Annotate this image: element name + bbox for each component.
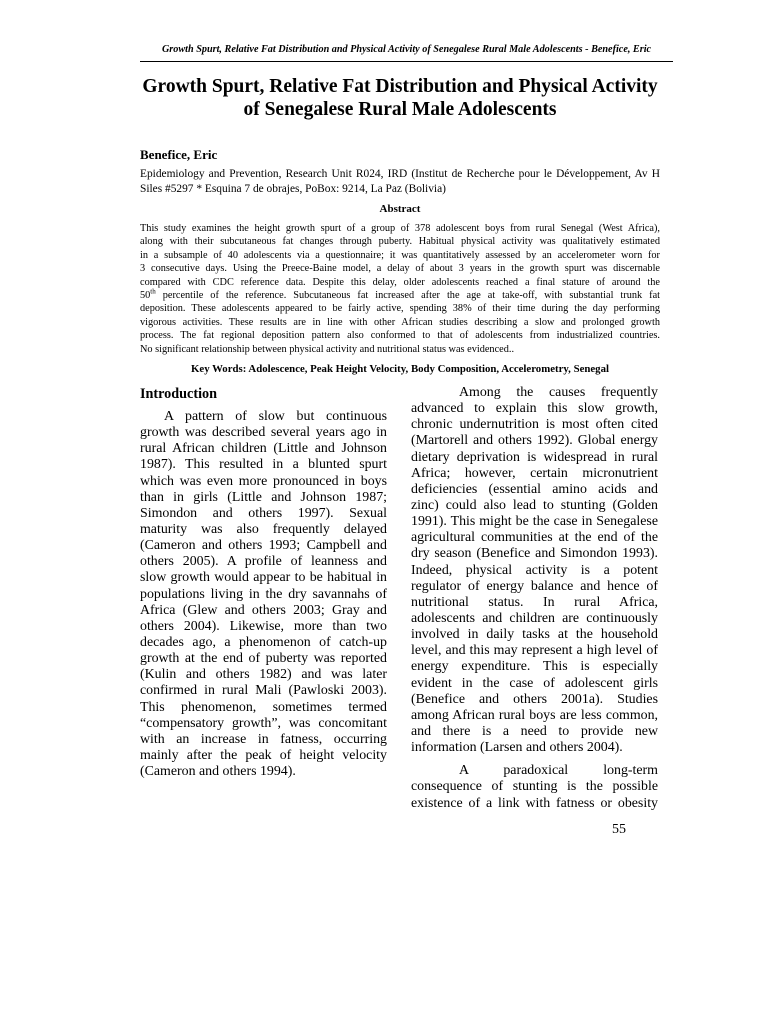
abstract-line bbox=[140, 289, 660, 302]
body-line: A paradoxical long-term bbox=[459, 763, 658, 779]
header-rule bbox=[140, 61, 673, 62]
body-line: dietary deprivation is widespread in rural bbox=[411, 449, 658, 465]
body-line: Simondon and others 1997). Sexual bbox=[140, 505, 387, 521]
keywords: Key Words: Adolescence, Peak Height Velocity, Body Composition, Accelerometry, Senegal bbox=[191, 363, 609, 375]
body-line: (Kulin and others 1982) and was later bbox=[140, 667, 387, 683]
body-line: regulator of energy balance and hence of bbox=[411, 578, 658, 594]
body-line: which was even more pronounced in boys bbox=[140, 473, 387, 489]
body-line: deficiencies (essential amino acids and bbox=[411, 481, 658, 497]
body-line: Among the causes frequently bbox=[459, 385, 658, 400]
body-line: growth at the end of puberty was reported bbox=[140, 651, 387, 667]
body-line: 1987). This resulted in a blunted spurt bbox=[140, 457, 387, 473]
right-column bbox=[411, 385, 658, 812]
ordinal-suffix: th bbox=[150, 287, 156, 296]
body-line: maturity was also frequently delayed bbox=[140, 521, 387, 537]
body-line: zinc) could also lead to stunting (Golden bbox=[411, 497, 658, 513]
abstract-line: along with their subcutaneous fat changes through puberty. Habitual physical activity was qualitatively estimated bbox=[140, 236, 660, 248]
running-header: Growth Spurt, Relative Fat Distribution and Physical Activity of Senegalese Rural Male Adolescents - Benefice, Eric bbox=[161, 44, 652, 55]
body-line: others 2005). A profile of leanness and bbox=[140, 554, 387, 570]
body-line: Africa; however, certain micronutrient bbox=[411, 465, 658, 481]
body-line: slow growth would appear to be habitual in bbox=[140, 570, 387, 586]
body-line: adolescents and children are continuously bbox=[411, 610, 658, 626]
body-line: among African rural boys are less common, bbox=[411, 707, 658, 723]
author-name: Benefice, Eric bbox=[140, 147, 218, 162]
abstract-body bbox=[140, 222, 660, 356]
body-line: Indeed, physical activity is a potent bbox=[411, 562, 658, 578]
body-line: energy expenditure. This is especially bbox=[411, 659, 658, 675]
paragraph-gap bbox=[411, 756, 658, 763]
body-line: existence of a link with fatness or obesity bbox=[411, 795, 658, 811]
body-line: level, and this may represent a high level of bbox=[411, 643, 658, 659]
body-line: dry season (Benefice and Simondon 1993). bbox=[411, 546, 658, 562]
body-line: rural African children (Little and Johnson bbox=[140, 441, 387, 457]
abstract-line: No significant relationship between physical activity and nutritional status was evidenced.. bbox=[140, 343, 515, 355]
abstract-line: in a subsample of 40 adolescents via a questionnaire; it was quantitatively assessed by an accelerometer worn for bbox=[140, 249, 660, 261]
body-line: decades ago, a phenomenon of catch-up bbox=[140, 634, 387, 650]
body-line: and there is a need to provide new bbox=[411, 723, 658, 739]
abstract-line: vigorous activities. These results are in line with other African studies describing a slow and prolonged growth bbox=[140, 316, 660, 328]
body-line: Africa (Glew and others 2003; Gray and bbox=[140, 602, 387, 618]
body-line: confirmed in rural Mali (Pawloski 2003). bbox=[140, 683, 387, 699]
page-number: 55 bbox=[612, 822, 626, 837]
body-line: “compensatory growth”, was concomitant bbox=[140, 715, 387, 731]
body-line: others 2004). Likewise, more than two bbox=[140, 618, 387, 634]
body-line: (Martorell and others 1992). Global energy bbox=[411, 433, 658, 449]
body-line: consequence of stunting is the possible bbox=[411, 779, 658, 795]
abstract-line: deposition. These adolescents appeared to be fairly active, spending 38% of their time during the day performing bbox=[140, 303, 660, 315]
body-line: information (Larsen and others 2004). bbox=[411, 740, 623, 756]
body-line: This phenomenon, sometimes termed bbox=[140, 699, 387, 715]
ordinal-number: 50 bbox=[140, 289, 151, 301]
body-line: involved in daily tasks at the household bbox=[411, 627, 658, 643]
paper-title: Growth Spurt, Relative Fat Distribution and Physical Activity of Senegalese Rural Male Adolescents bbox=[142, 76, 658, 120]
body-line: chronic undernutrition is most often cited bbox=[411, 417, 658, 433]
body-line: with an increase in fatness, occurring bbox=[140, 731, 387, 747]
body-line: agricultural communities at the end of the bbox=[411, 530, 658, 546]
body-line: nutritional status. In rural Africa, bbox=[411, 594, 658, 610]
abstract-line: 3 consecutive days. Using the Preece-Baine model, a delay of about 3 years in the growth spurt was discernable bbox=[140, 263, 660, 275]
abstract-line-text: percentile of the reference. Subcutaneous fat increased after the age at take-off, with substantial trunk fat bbox=[162, 289, 660, 301]
body-line: mainly after the peak of height velocity bbox=[140, 747, 387, 763]
author-affiliation: Epidemiology and Prevention, Research Unit R024, IRD (Institut de Recherche pour le Développement, Av H Siles #5297 * Esquina 7 de obrajes, PoBox: 9214, La Paz (Bolivia) bbox=[140, 168, 660, 195]
body-line: 1991). This might be the case in Senegalese bbox=[411, 514, 658, 530]
body-line: populations living in the dry savannahs of bbox=[140, 586, 387, 602]
left-column bbox=[140, 409, 387, 780]
body-line: (Benefice and others 2001a). Studies bbox=[411, 691, 658, 707]
body-line: (Cameron and others 1994). bbox=[140, 764, 296, 780]
abstract-heading: Abstract bbox=[379, 203, 421, 215]
body-line: (Cameron and others 1993; Campbell and bbox=[140, 538, 387, 554]
body-line: evident in the case of adolescent girls bbox=[411, 675, 658, 691]
abstract-line: compared with CDC reference data. Despite this delay, older adolescents reached a final stature of around the bbox=[140, 276, 660, 288]
body-line: than in girls (Little and Johnson 1987; bbox=[140, 489, 387, 505]
section-heading-introduction: Introduction bbox=[140, 386, 217, 402]
body-line: advanced to explain this slow growth, bbox=[411, 401, 658, 417]
body-line: growth was described several years ago in bbox=[140, 425, 387, 441]
abstract-line: process. The fat regional deposition pattern also conformed to that of adolescents from industrialized countries. bbox=[140, 330, 660, 342]
body-line: A pattern of slow but continuous bbox=[164, 409, 387, 424]
abstract-line: This study examines the height growth spurt of a group of 378 adolescent boys from rural Senegal (West Africa), bbox=[140, 223, 660, 234]
